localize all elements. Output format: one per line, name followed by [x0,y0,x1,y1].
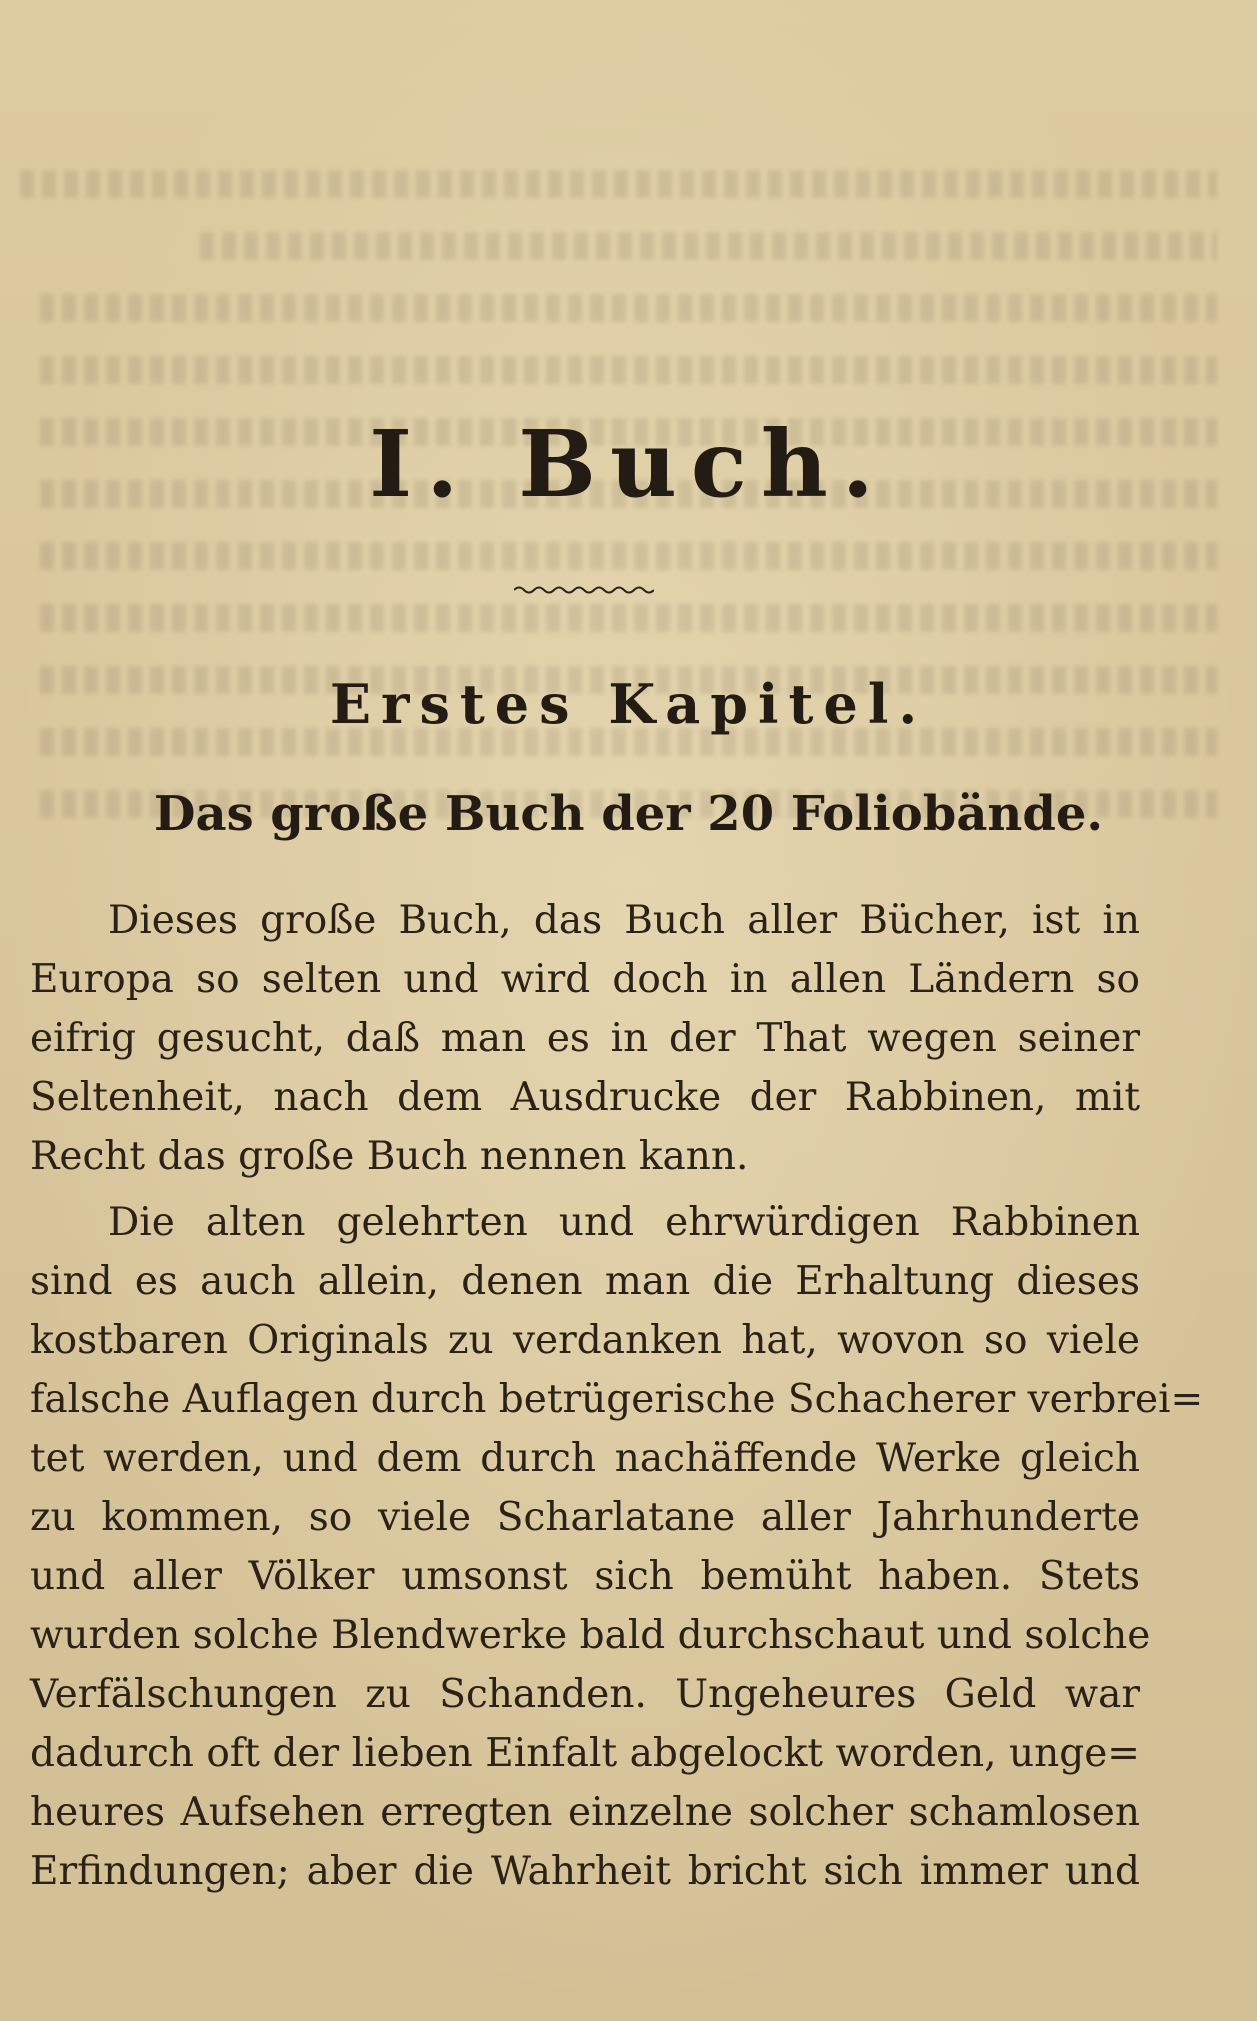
chapter-heading: Erstes Kapitel. [329,672,928,736]
text-line: falsche Auflagen durch betrügerische Schacherer verbrei= [30,1377,1204,1422]
text-line: tet werden, und dem durch nachäffende Werke gleich [30,1436,1140,1481]
text-line: Verfälschungen zu Schanden. Ungeheures Geld war [30,1672,1140,1717]
text-line: Erfindungen; aber die Wahrheit bricht sich immer und [30,1849,1140,1894]
chapter-subtitle: Das große Buch der 20 Foliobände. [153,786,1104,842]
text-line: Recht das große Buch nennen kann. [30,1134,749,1179]
book-heading: I. Buch. [369,410,888,518]
text-line: Seltenheit, nach dem Ausdrucke der Rabbinen, mit [30,1075,1140,1120]
text-line: sind es auch allein, denen man die Erhaltung dieses [30,1259,1140,1304]
text-line: Die alten gelehrten und ehrwürdigen Rabbinen [108,1200,1140,1245]
text-line: und aller Völker umsonst sich bemüht haben. Stets [30,1554,1140,1599]
paragraph-1 [30,891,1140,1186]
text-line: eifrig gesucht, daß man es in der That wegen seiner [30,1016,1140,1061]
text-line: heures Aufsehen erregten einzelne solcher schamlosen [30,1790,1140,1835]
decorative-rule [514,583,654,597]
text-line: Dieses große Buch, das Buch aller Bücher, ist in [108,898,1140,943]
text-line: kostbaren Originals zu verdanken hat, wovon so viele [30,1318,1140,1363]
text-line: Europa so selten und wird doch in allen Ländern so [30,957,1140,1002]
text-line: wurden solche Blendwerke bald durchschaut und solche [30,1613,1151,1658]
text-line: dadurch oft der lieben Einfalt abgelockt worden, unge= [30,1731,1140,1776]
paragraph-2 [30,1193,1204,1901]
text-line: zu kommen, so viele Scharlatane aller Jahrhunderte [30,1495,1140,1540]
